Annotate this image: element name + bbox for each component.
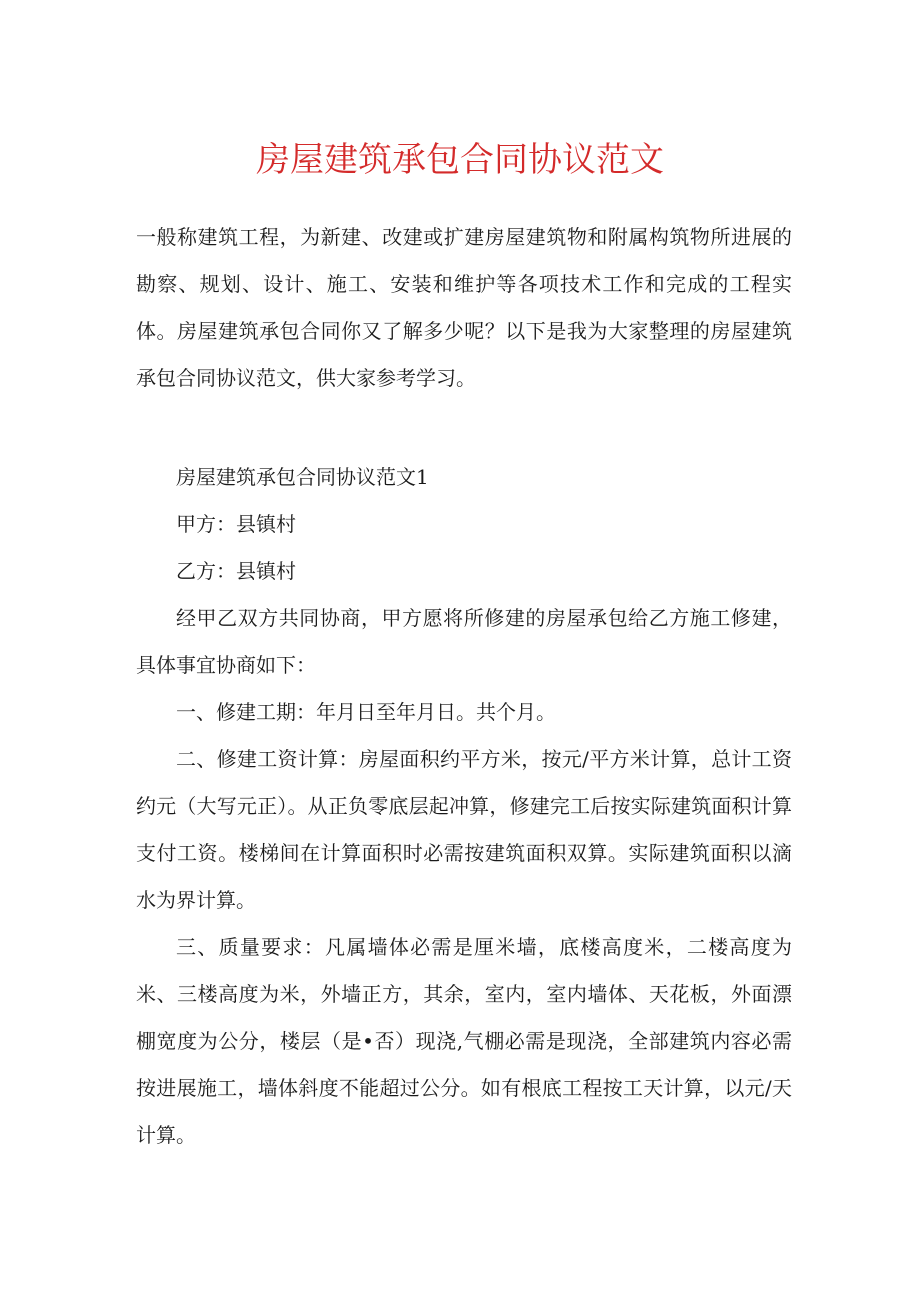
clause-quality-requirements: 三、质量要求：凡属墙体必需是厘米墙，底楼高度米，二楼高度为米、三楼高度为米，外墙正方，其余，室内，室内墙体、天花板，外面漂棚宽度为公分，楼层（是•否）现浇,气棚必需是现浇，全部建筑内容必需按进展施工，墙体斜度不能超过公分。如有根底工程按工天计算，以元/天计算。 <box>136 935 792 1147</box>
clause-construction-period: 一、修建工期：年月日至年月日。共个月。 <box>176 700 556 724</box>
contract-section <box>136 454 792 1159</box>
party-b-line: 乙方：县镇村 <box>176 559 296 583</box>
agreement-paragraph: 经甲乙双方共同协商，甲方愿将所修建的房屋承包给乙方施工修建，具体事宜协商如下： <box>136 606 792 677</box>
intro-paragraph: 一般称建筑工程，为新建、改建或扩建房屋建筑物和附属构筑物所进展的勘察、规划、设计、施工、安装和维护等各项技术工作和完成的工程实体。房屋建筑承包合同你又了解多少呢？以下是我为大家整理的房屋建筑承包合同协议范文，供大家参考学习。 <box>136 225 792 390</box>
document-title: 房屋建筑承包合同协议范文 <box>256 140 664 180</box>
clause-wage-calculation: 二、修建工资计算：房屋面积约平方米，按元/平方米计算，总计工资约元（大写元正）。从正负零底层起冲算，修建完工后按实际建筑面积计算支付工资。楼梯间在计算面积时必需按建筑面积双算。实际建筑面积以滴水为界计算。 <box>136 747 792 912</box>
section-heading: 房屋建筑承包合同协议范文1 <box>176 465 429 489</box>
party-a-line: 甲方：县镇村 <box>176 512 296 536</box>
